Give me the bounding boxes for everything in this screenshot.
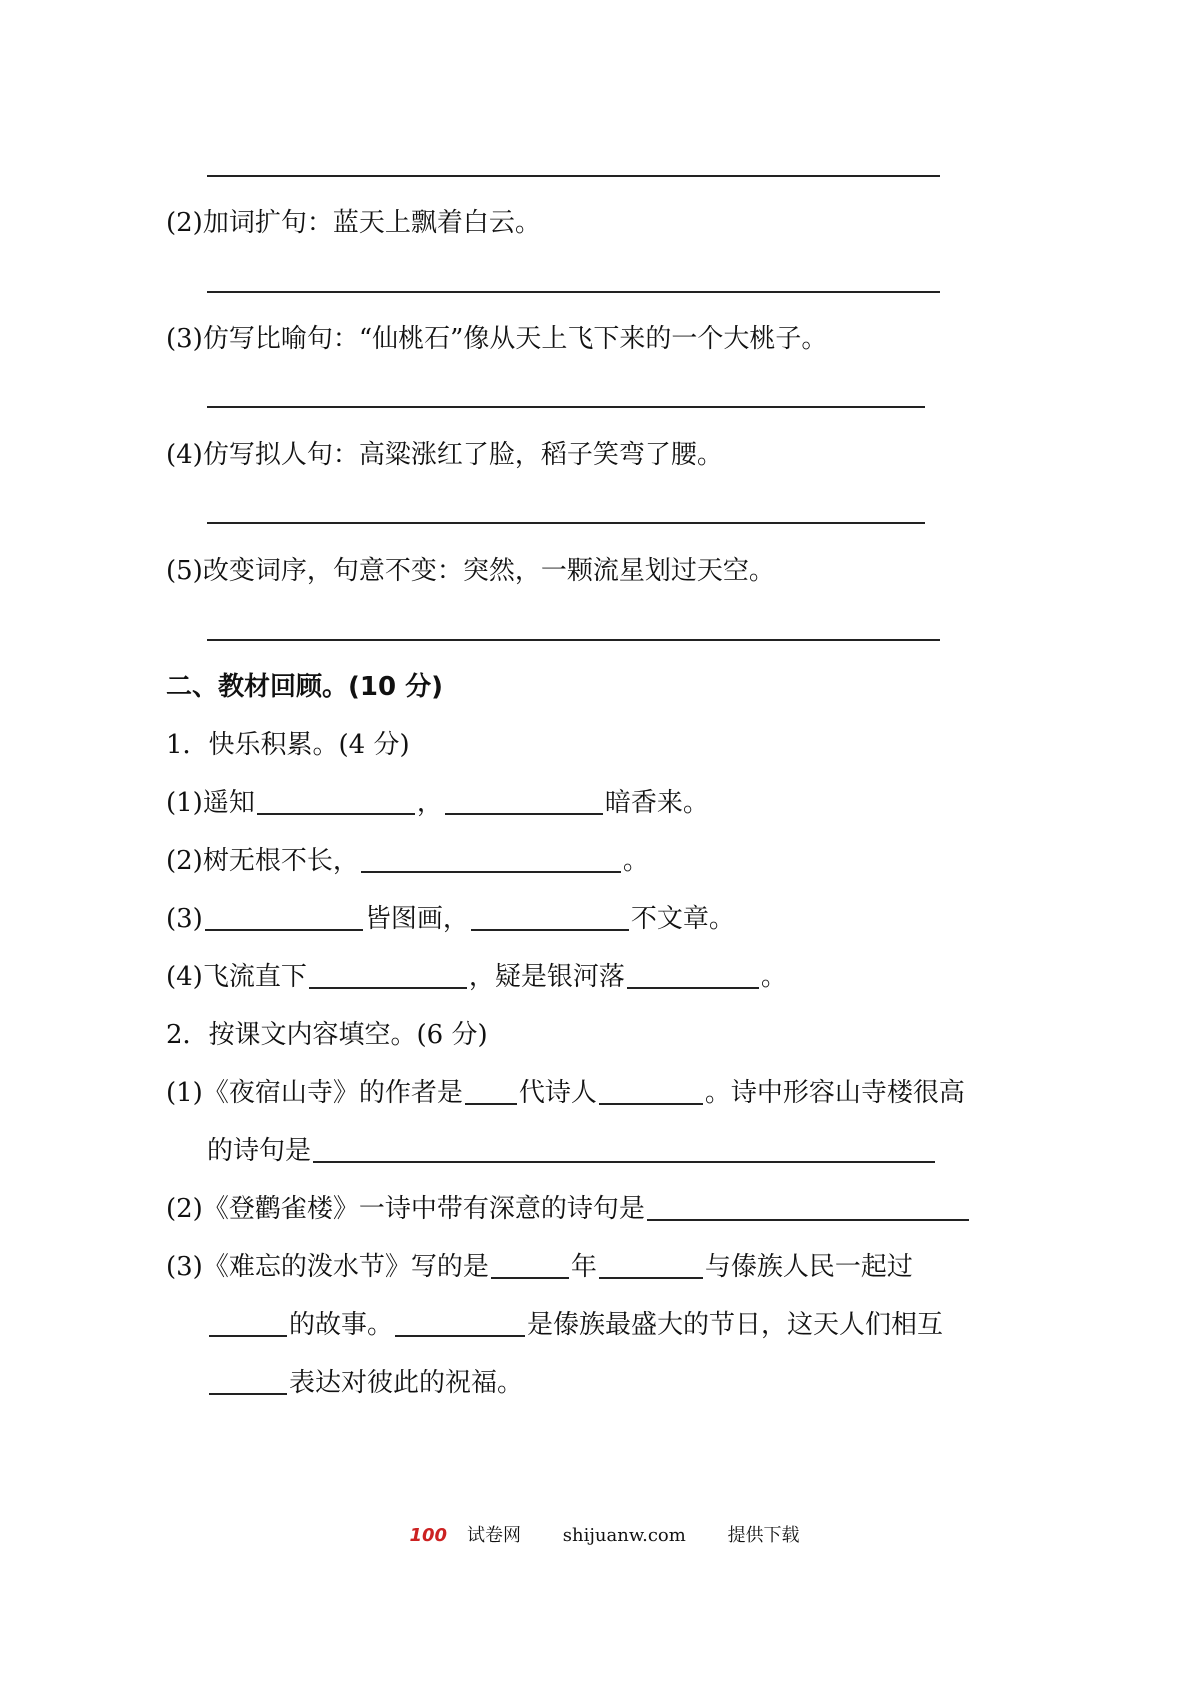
part-2-line-1-cont	[207, 1134, 937, 1168]
text: (2)树无根不长，	[166, 846, 359, 876]
blank[interactable]	[599, 1251, 703, 1279]
footer-brand	[391, 1525, 521, 1546]
text: 。	[622, 846, 649, 876]
part-2-line-3	[166, 1250, 913, 1284]
text: 。	[760, 962, 787, 992]
text: ，疑是银河落	[468, 962, 625, 992]
blank[interactable]	[257, 787, 415, 815]
text: 。诗中形容山寺楼很高	[704, 1078, 965, 1108]
text: 的诗句是	[207, 1136, 312, 1166]
blank[interactable]	[395, 1309, 525, 1337]
part-1-heading: 1．快乐积累。(4 分)	[166, 730, 410, 760]
text: (4)飞流直下	[166, 962, 307, 992]
part-2-line-3-end	[207, 1366, 523, 1400]
blank[interactable]	[361, 845, 621, 873]
text: (3)《难忘的泼水节》写的是	[166, 1252, 489, 1282]
blank[interactable]	[491, 1251, 569, 1279]
blank[interactable]	[465, 1077, 517, 1105]
brand-name: 试卷网	[467, 1525, 522, 1546]
section-2-heading: 二、教材回顾。(10 分)	[166, 672, 443, 702]
blank[interactable]	[205, 903, 363, 931]
text: 皆图画，	[364, 904, 469, 934]
part-2-line-2	[166, 1192, 971, 1226]
part-2-heading: 2．按课文内容填空。(6 分)	[166, 1020, 488, 1050]
blank[interactable]	[471, 903, 629, 931]
part-1-line-2	[166, 844, 649, 878]
text: 暗香来。	[604, 788, 709, 818]
blank[interactable]	[599, 1077, 703, 1105]
blank[interactable]	[209, 1309, 287, 1337]
part-1-line-4	[166, 960, 787, 994]
blank[interactable]	[627, 961, 759, 989]
blank[interactable]	[209, 1367, 287, 1395]
text: 代诗人	[518, 1078, 597, 1108]
blank[interactable]	[313, 1135, 935, 1163]
part-2-line-3-cont	[207, 1308, 943, 1342]
brand-logo: 100	[409, 1525, 448, 1546]
text: 是傣族最盛大的节日，这天人们相互	[527, 1310, 944, 1340]
footer	[0, 1524, 1191, 1548]
question-2: (2)加词扩句：蓝天上飘着白云。	[166, 208, 541, 238]
text: 不文章。	[630, 904, 735, 934]
part-2-line-1	[166, 1076, 965, 1110]
text: 与傣族人民一起过	[704, 1252, 913, 1282]
text: 的故事。	[289, 1310, 394, 1340]
question-5: (5)改变词序，句意不变：突然，一颗流星划过天空。	[166, 556, 775, 586]
text: (2)《登鹳雀楼》一诗中带有深意的诗句是	[166, 1194, 645, 1224]
question-3: (3)仿写比喻句：“仙桃石”像从天上飞下来的一个大桃子。	[166, 324, 828, 354]
part-1-line-3	[166, 902, 735, 936]
footer-note: 提供下载	[727, 1525, 800, 1546]
question-4: (4)仿写拟人句：高粱涨红了脸，稻子笑弯了腰。	[166, 440, 723, 470]
text: (1)遥知	[166, 788, 255, 818]
answer-line-q5[interactable]	[207, 639, 940, 641]
answer-line-q4[interactable]	[207, 522, 925, 524]
blank[interactable]	[647, 1193, 969, 1221]
answer-line-q3[interactable]	[207, 406, 925, 408]
text: (3)	[166, 904, 203, 934]
answer-line-q1[interactable]	[207, 175, 940, 177]
text: 年	[570, 1252, 597, 1282]
answer-line-q2[interactable]	[207, 291, 940, 293]
blank[interactable]	[445, 787, 603, 815]
text: 表达对彼此的祝福。	[289, 1368, 524, 1398]
text: (1)《夜宿山寺》的作者是	[166, 1078, 463, 1108]
footer-url[interactable]: shijuanw.com	[562, 1525, 686, 1546]
text: ，	[416, 788, 443, 818]
blank[interactable]	[309, 961, 467, 989]
part-1-line-1	[166, 786, 709, 820]
